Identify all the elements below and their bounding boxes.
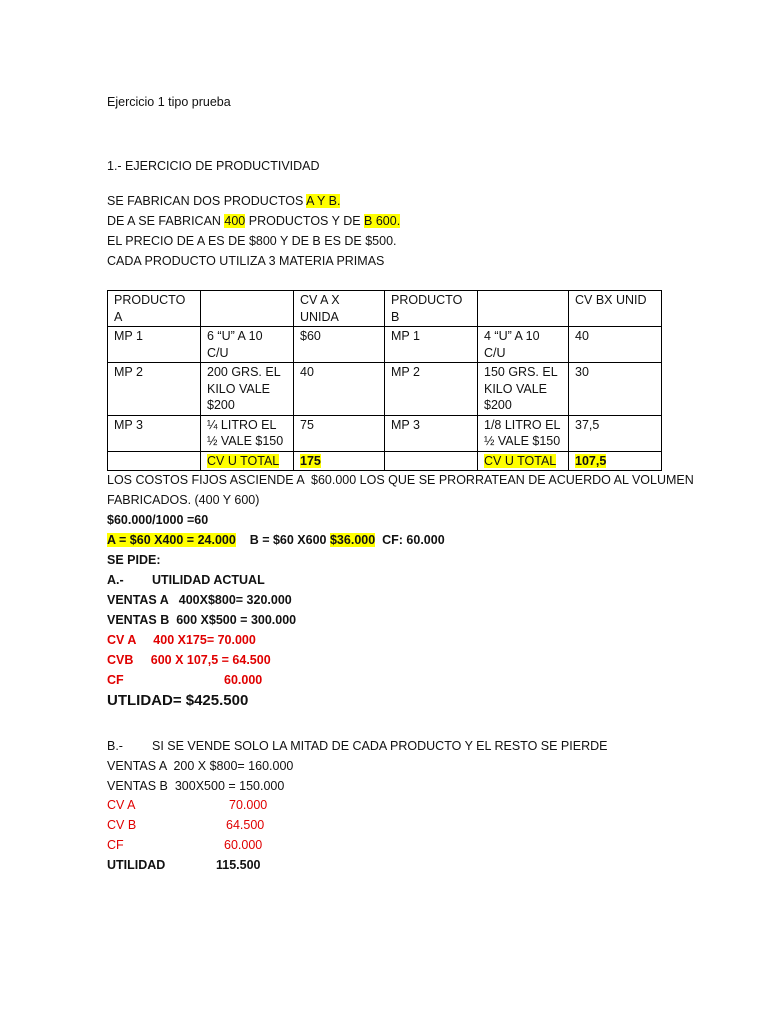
table-header-cell: PRODUCTO A <box>108 291 201 327</box>
total-value-a <box>294 451 385 471</box>
table-total-row <box>108 451 662 471</box>
table-cell: 37,5 <box>569 415 662 451</box>
table-cell: MP 2 <box>108 363 201 416</box>
part-a-cv-a: CV A 400 X175= 70.000 <box>107 633 256 647</box>
part-b-cv-a-label: CV A <box>107 798 136 812</box>
fixed-costs-line-4 <box>107 532 445 548</box>
table-cell: 6 “U” A 10 C/U <box>201 327 294 363</box>
table-cell <box>108 451 201 471</box>
highlight-400: 400 <box>224 214 246 228</box>
intro-text: SE FABRICAN DOS PRODUCTOS <box>107 194 307 208</box>
highlight-b-600: B 600. <box>364 214 401 228</box>
table-row <box>108 363 662 416</box>
part-a-cv-b: CVB 600 X 107,5 = 64.500 <box>107 653 271 667</box>
table-cell: 150 GRS. EL KILO VALE $200 <box>478 363 569 416</box>
doc-title: Ejercicio 1 tipo prueba <box>107 95 231 109</box>
prorate-text: CF: 60.000 <box>375 533 445 547</box>
part-a-ventas-a: VENTAS A 400X$800= 320.000 <box>107 593 292 607</box>
intro-line-2 <box>107 213 400 229</box>
table-header-cell <box>201 291 294 327</box>
part-b-cv-b-label: CV B <box>107 818 137 832</box>
table-cell: 4 “U” A 10 C/U <box>478 327 569 363</box>
table-cell: 1/8 LITRO EL ½ VALE $150 <box>478 415 569 451</box>
table-cell: ¼ LITRO EL ½ VALE $150 <box>201 415 294 451</box>
highlight-a-prorate: A = $60 X400 = 24.000 <box>107 533 236 547</box>
part-a-label: A.- <box>107 573 124 587</box>
table-cell: MP 1 <box>385 327 478 363</box>
fixed-costs-line-1: LOS COSTOS FIJOS ASCIENDE A $60.000 LOS QUE SE PRORRATEAN DE ACUERDO AL VOLUMEN <box>107 473 694 487</box>
part-b-utilidad-label: UTILIDAD <box>107 858 166 872</box>
table-header-cell: CV A X UNIDA <box>294 291 385 327</box>
intro-text: PRODUCTOS Y DE <box>245 214 365 228</box>
fixed-costs-line-2: FABRICADOS. (400 Y 600) <box>107 493 260 507</box>
part-a-ventas-b: VENTAS B 600 X$500 = 300.000 <box>107 613 297 627</box>
part-b-utilidad-value: 115.500 <box>216 858 261 872</box>
part-b-title: SI SE VENDE SOLO LA MITAD DE CADA PRODUCTO Y EL RESTO SE PIERDE <box>152 739 608 753</box>
total-label-text: CV U TOTAL <box>207 453 280 468</box>
part-b-cv-b-value: 64.500 <box>226 818 265 832</box>
total-value-b <box>569 451 662 471</box>
table-cell: MP 2 <box>385 363 478 416</box>
table-cell: $60 <box>294 327 385 363</box>
part-a-cf-value: 60.000 <box>224 673 263 687</box>
table-header-cell: PRODUCTO B <box>385 291 478 327</box>
fixed-costs-line-3: $60.000/1000 =60 <box>107 513 209 527</box>
prorate-text: B = $60 X600 <box>235 533 330 547</box>
intro-line-3: EL PRECIO DE A ES DE $800 Y DE B ES DE $500. <box>107 234 397 248</box>
table-cell: 40 <box>294 363 385 416</box>
part-b-ventas-a: VENTAS A 200 X $800= 160.000 <box>107 759 294 773</box>
highlight-b-prorate: $36.000 <box>329 533 376 547</box>
table-cell: MP 3 <box>108 415 201 451</box>
intro-line-1 <box>107 193 340 209</box>
total-value-text: 107,5 <box>575 453 607 468</box>
intro-line-4: CADA PRODUCTO UTILIZA 3 MATERIA PRIMAS <box>107 254 385 268</box>
table-cell: 40 <box>569 327 662 363</box>
part-a-title: UTILIDAD ACTUAL <box>152 573 265 587</box>
part-b-cv-a-value: 70.000 <box>229 798 268 812</box>
part-b-ventas-b: VENTAS B 300X500 = 150.000 <box>107 779 285 793</box>
table-header-cell: CV BX UNID <box>569 291 662 327</box>
total-label-a <box>201 451 294 471</box>
total-label-text: CV U TOTAL <box>484 453 557 468</box>
highlight-a-y-b: A Y B. <box>306 194 341 208</box>
table-cell <box>385 451 478 471</box>
table-cell: MP 3 <box>385 415 478 451</box>
cost-table <box>107 290 662 471</box>
intro-text: DE A SE FABRICAN <box>107 214 225 228</box>
section-heading: 1.- EJERCICIO DE PRODUCTIVIDAD <box>107 159 320 173</box>
total-label-b <box>478 451 569 471</box>
table-row <box>108 415 662 451</box>
table-cell: 200 GRS. EL KILO VALE $200 <box>201 363 294 416</box>
part-a-utilidad: UTLIDAD= $425.500 <box>107 692 249 709</box>
se-pide: SE PIDE: <box>107 553 161 567</box>
total-value-text: 175 <box>300 453 321 468</box>
table-header-cell <box>478 291 569 327</box>
part-a-cf-label: CF <box>107 673 124 687</box>
table-cell: 75 <box>294 415 385 451</box>
part-b-label: B.- <box>107 739 123 753</box>
table-cell: MP 1 <box>108 327 201 363</box>
table-header-row <box>108 291 662 327</box>
part-b-cf-label: CF <box>107 838 124 852</box>
part-b-cf-value: 60.000 <box>224 838 263 852</box>
table-cell: 30 <box>569 363 662 416</box>
table-row <box>108 327 662 363</box>
